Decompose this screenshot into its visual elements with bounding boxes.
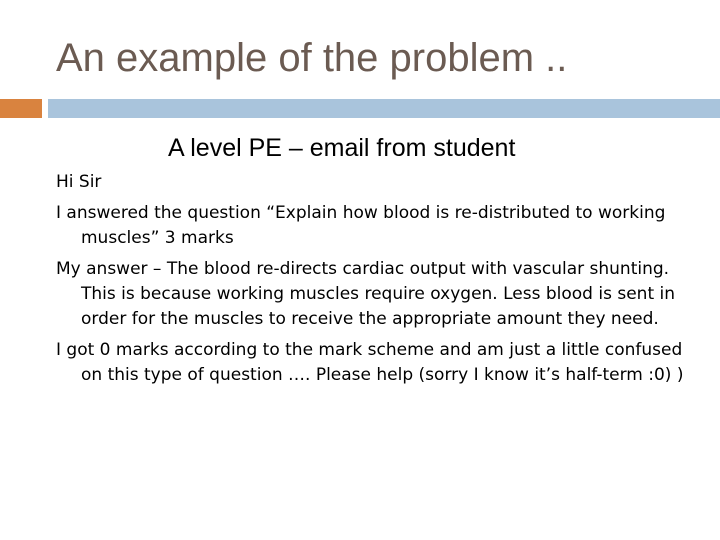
result-paragraph: I got 0 marks according to the mark scheme and am just a little confused on this type of question …. Please help (sorry I know it’s half-term :0) )	[56, 340, 684, 385]
email-body	[56, 170, 706, 394]
slide-title: An example of the problem ..	[56, 36, 568, 80]
answer-paragraph: My answer – The blood re-directs cardiac output with vascular shunting. This is because working muscles require oxygen. Less blood is sent in order for the muscles to receive the appropriate amount they need.	[56, 259, 676, 329]
accent-bar-orange	[0, 99, 42, 118]
question-paragraph: I answered the question “Explain how blood is re-distributed to working muscles” 3 marks	[56, 203, 666, 248]
greeting: Hi Sir	[56, 172, 102, 192]
slide-subtitle: A level PE – email from student	[168, 134, 516, 162]
accent-bar-blue	[48, 99, 720, 118]
